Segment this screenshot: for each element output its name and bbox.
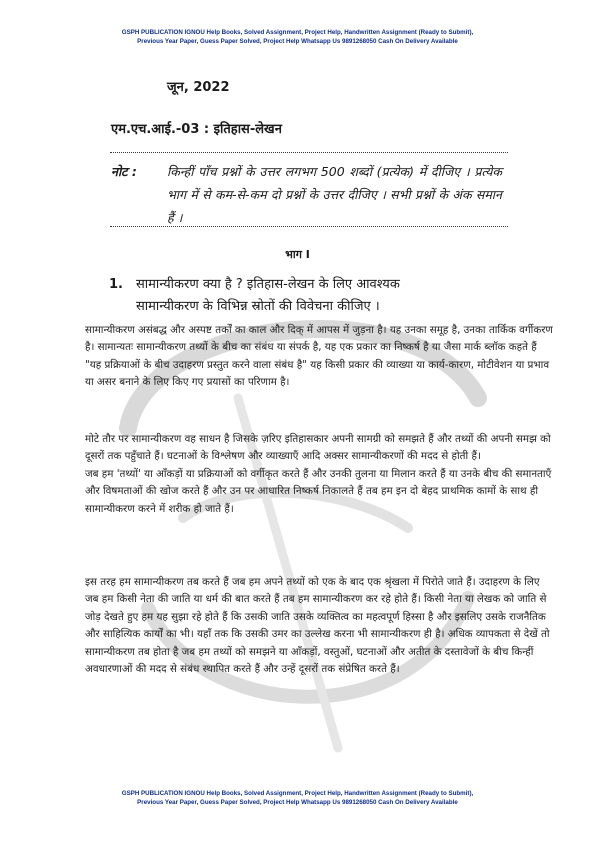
answer-text: मोटे तौर पर सामान्यीकरण वह साधन है जिसके ज़रिए इतिहासकार अपनी सामग्री को समझते हैं और तथ्यों की अपनी समझ को दूसरों तक पहुँचाते हैं। घटनाओं के विश्लेषण और व्याख्याएँ आदि अक्सर सामान्यीकरणों की मदद से होती हैं। <box>85 433 551 463</box>
banner-line-2: Previous Year Paper, Guess Paper Solved, Project Help Whatsapp Us 9891268050 Cash On Delivery Available <box>137 38 458 45</box>
answer-text: इस तरह हम सामान्यीकरण तब करते हैं जब हम अपने तथ्यों को एक के बाद एक श्रृंखला में पिरोते जाते हैं। उदाहरण के लिए जब हम किसी नेता की जाति या धर्म की बात करते हैं तब हम सामान्यीकरण कर रहे होते हैं। किसी नेता या लेखक को जाति से जोड़ देखते हुए हम यह सुझा रहे होते हैं कि उसकी जाति उसके व्यक्तित्व का महत्वपूर्ण हिस्सा है और इसलिए उसके राजनैतिक और साहित्यिक कार्यों का भी। यहाँ तक कि उसकी उमर का उल्लेख करना भी सामान्यीकरण ही है। अधिक व्यापकता से देखें तो सामान्यीकरण तब होता है जब हम तथ्यों को समझने या आँकड़ों, वस्तुओं, घटनाओं और अतीत के दस्तावेजों के बीच किन्हीं अवधारणाओं की मदद से संबंध स्थापित करते हैं और उन्हें दूसरों तक संप्रेषित करते हैं। <box>85 576 550 676</box>
answer-text: सामान्यीकरण असंबद्ध और अस्पष्ट तर्कों का काल और दिक् में आपस में जुड़ना है। यह उनका समूह है, उनका तार्किक वर्गीकरण है। सामान्यतः सामान्यीकरण तथ्यों के बीच का संबंध या संपर्क है, यह एक प्रकार का निष्कर्ष है या जैसा मार्क ब्लॉक कहते हैं "यह प्रक्रियाओं के बीच उदाहरण प्रस्तुत करने वाला संबंध है" यह किसी प्रकार की व्याख्या या कार्य-कारण, मोटीवेशन या प्रभाव या असर बनाने के लिए किए गए प्रयासों का परिणाम है। <box>85 324 553 389</box>
note-instructions: किन्हीं पाँच प्रश्नों के उत्तर लगभग 500 शब्दों (प्रत्येक) में दीजिए । प्रत्येक भाग में से कम-से-कम दो प्रश्नों के उत्तर दीजिए । सभी प्रश्नों के अंक समान हैं । <box>167 164 502 225</box>
publisher-banner-bottom <box>40 789 555 807</box>
paper-code-title: एम.एच.आई.-03 : इतिहास-लेखन <box>111 122 282 137</box>
note-label: नोट : <box>111 164 137 179</box>
banner-line-1: GSPH PUBLICATION IGNOU Help Books, Solved Assignment, Project Help, Handwritten Assignment (Ready to Submit), <box>121 29 474 36</box>
note-divider-bottom <box>110 226 508 227</box>
note-divider-top <box>110 152 508 153</box>
question-number: 1. <box>109 277 123 292</box>
answer-paragraph-1 <box>85 322 555 392</box>
answer-text: जब हम 'तथ्यों' या आँकड़ों या प्रक्रियाओं को वर्गीकृत करते हैं और उनकी तुलना या मिलान करते हैं या उनके बीच की समानताएँ और विषमताओं की खोज करते हैं और उन पर आधारित निष्कर्ष निकालते हैं तब हम इन दो बेहद प्राथमिक कामों के साथ ही सामान्यीकरण करने में शरीक हो जाते हैं। <box>85 467 552 515</box>
question-text: सामान्यीकरण क्या है ? इतिहास-लेखन के लिए आवश्यक सामान्यीकरण के विभिन्न स्रोतों की विवेचना कीजिए । <box>136 277 400 314</box>
section-heading: भाग I <box>285 248 310 261</box>
answer-paragraph-2 <box>85 431 555 518</box>
exam-date: जून, 2022 <box>167 80 230 95</box>
answer-paragraph-4 <box>85 574 555 678</box>
banner-line-2: Previous Year Paper, Guess Paper Solved, Project Help Whatsapp Us 9891268050 Cash On Delivery Available <box>137 799 458 806</box>
publisher-banner-top <box>40 28 555 46</box>
banner-line-1: GSPH PUBLICATION IGNOU Help Books, Solved Assignment, Project Help, Handwritten Assignment (Ready to Submit), <box>121 790 474 797</box>
